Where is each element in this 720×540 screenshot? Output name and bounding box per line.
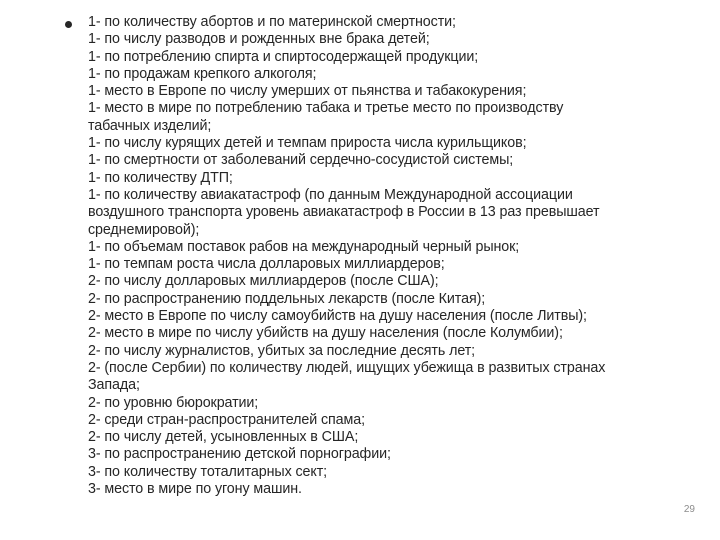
list-line: 1- по количеству ДТП; <box>88 169 233 186</box>
list-line: 2- по распространению поддельных лекарств (после Китая); <box>88 290 486 307</box>
list-line: 2- по числу журналистов, убитых за последние десять лет; <box>88 342 476 359</box>
list-line: табачных изделий; <box>88 117 212 134</box>
list-line: 3- по распространению детской порнографии; <box>88 446 391 463</box>
list-line: 2- по числу детей, усыновленных в США; <box>88 429 359 446</box>
list-line: воздушного транспорта уровень авиакатастроф в России в 13 раз превышает <box>88 204 600 221</box>
list-line: 3- место в мире по угону машин. <box>88 481 302 498</box>
list-line: 2- место в Европе по числу самоубийств на душу населения (после Литвы); <box>88 308 587 325</box>
list-line: 1- по числу разводов и рожденных вне брака детей; <box>88 31 430 48</box>
list-line: 1- по количеству авиакатастроф (по данным Международной ассоциации <box>88 186 573 203</box>
list-line: 1- по числу курящих детей и темпам прироста числа курильщиков; <box>88 135 527 152</box>
list-line: 3- по количеству тоталитарных сект; <box>88 463 328 480</box>
list-line: Запада; <box>88 377 140 394</box>
list-line: 1- по количеству абортов и по материнской смертности; <box>88 14 456 30</box>
list-line: 1- место в мире по потреблению табака и третье место по производству <box>88 100 564 117</box>
list-line: 1- по объемам поставок рабов на международный черный рынок; <box>88 238 520 255</box>
list-line: 1- по потреблению спирта и спиртосодержащей продукции; <box>88 48 479 65</box>
statistics-list <box>88 14 698 498</box>
list-line: 2- среди стран-распространителей спама; <box>88 411 365 428</box>
bullet-point <box>65 21 72 28</box>
list-line: 2- место в мире по числу убийств на душу населения (после Колумбии); <box>88 325 563 342</box>
page-number: 29 <box>683 504 695 515</box>
list-line: 1- по продажам крепкого алкоголя; <box>88 65 317 82</box>
list-line: 1- по смертности от заболеваний сердечно-сосудистой системы; <box>88 152 514 169</box>
list-line: 2- по числу долларовых миллиардеров (после США); <box>88 273 439 290</box>
list-line: среднемировой); <box>88 221 200 238</box>
list-line: 1- по темпам роста числа долларовых миллиардеров; <box>88 256 445 273</box>
list-line: 2- по уровню бюрократии; <box>88 394 259 411</box>
list-line: 2- (после Сербии) по количеству людей, ищущих убежища в развитых странах <box>88 359 606 376</box>
list-line: 1- место в Европе по числу умерших от пьянства и табакокурения; <box>88 83 527 100</box>
